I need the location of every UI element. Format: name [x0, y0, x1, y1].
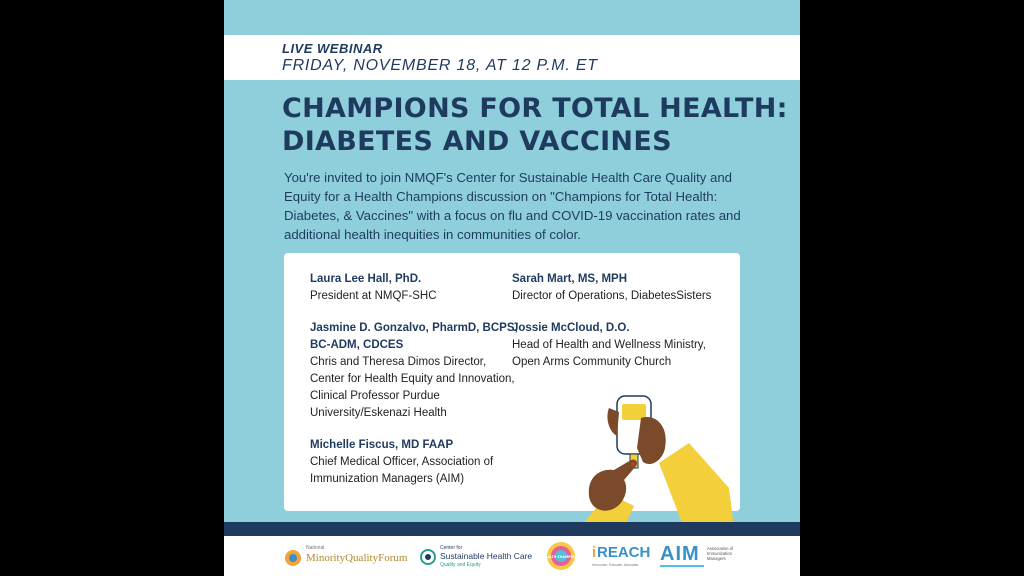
nmqf-small-text: National [306, 545, 325, 551]
speakers-right-column [512, 271, 727, 386]
aim-underline [660, 565, 704, 567]
speaker-role: Chief Medical Officer, Association of Immunization Managers (AIM) [310, 456, 494, 485]
speaker-role: Head of Health and Wellness Ministry, Open Arms Community Church [512, 339, 706, 368]
speaker-name: Sarah Mart, MS, MPH [512, 273, 628, 285]
webinar-date: FRIDAY, NOVEMBER 18, AT 12 P.M. ET [282, 57, 598, 74]
cshc-top-text: Center for [440, 545, 463, 551]
speaker [310, 271, 520, 305]
cshc-main-text: Sustainable Health Care [440, 551, 533, 561]
meter-screen [622, 404, 646, 420]
speakers-left-column [310, 271, 520, 503]
aim-text: AIM [660, 543, 700, 565]
partner-logos [224, 536, 800, 576]
nmqf-name: MinorityQualityForum [306, 552, 408, 564]
speaker [512, 271, 727, 305]
cshc-emblem-icon [420, 549, 436, 565]
nmqf-logo [284, 545, 408, 569]
live-webinar-label: LIVE WEBINAR [282, 41, 383, 56]
speaker-name: Michelle Fiscus, MD FAAP [310, 439, 454, 451]
ireach-i: i [592, 544, 597, 561]
ireach-sub: Immunize. Educate. Advocate. [592, 563, 640, 567]
speaker-role: Chris and Theresa Dimos Director, Center for Health Equity and Innovation, Clinical Professor Purdue University/Eskenazi Health [310, 356, 515, 419]
speaker-name: Laura Lee Hall, PhD. [310, 273, 422, 285]
webinar-title [282, 92, 788, 158]
glucose-meter-illustration [579, 388, 739, 528]
right-hand [637, 417, 666, 464]
blood-drop [631, 462, 635, 466]
aim-logo [660, 543, 750, 569]
webinar-flyer [224, 0, 800, 576]
speaker-name: Jasmine D. Gonzalvo, PharmD, BCPS, BC-ADM, CDCES [310, 322, 518, 351]
nmqf-emblem-icon [284, 547, 302, 567]
ireach-text: REACH [597, 544, 651, 561]
speaker-role: President at NMQF-SHC [310, 290, 437, 302]
ireach-logo [592, 544, 652, 570]
champions-text: HEALTH CHAMPIONS [542, 555, 580, 559]
cshc-sub-text: Quality and Equity [440, 562, 481, 568]
right-thumb [607, 408, 619, 436]
health-champions-logo [542, 541, 580, 571]
intro-paragraph: You're invited to join NMQF's Center for Sustainable Health Care Quality and Equity for a Health Champions discussion on "Champions for Total Health: Diabetes, & Vaccines" with a focus on flu and COVID-19 vaccination rates and additional health inequities in communities of color. [284, 170, 741, 242]
sleeve-right [659, 443, 734, 528]
title-line-2: DIABETES AND VACCINES [282, 126, 672, 157]
speaker [310, 437, 520, 488]
title-line-1: CHAMPIONS FOR TOTAL HEALTH: [282, 93, 788, 124]
speaker-role: Director of Operations, DiabetesSisters [512, 290, 712, 302]
webinar-banner [224, 35, 800, 80]
aim-sub: Association of Immunization Managers [707, 546, 734, 561]
left-hand [589, 459, 637, 510]
speaker [512, 320, 727, 371]
speaker [310, 320, 520, 422]
footer-stripe [224, 522, 800, 536]
speaker-name: Jossie McCloud, D.O. [512, 322, 630, 334]
cshc-logo [420, 545, 540, 571]
